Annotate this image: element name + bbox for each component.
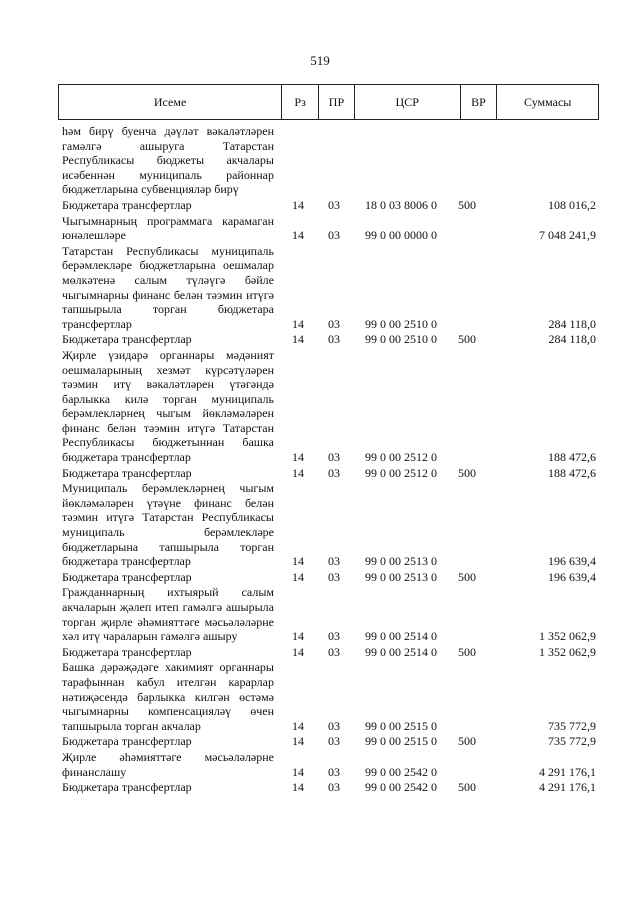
row-sum: 735 772,9 [548, 734, 596, 749]
row-pr: 03 [328, 332, 340, 347]
row-pr: 03 [328, 450, 340, 465]
row-sum: 188 472,6 [548, 465, 596, 480]
table-row [62, 570, 596, 585]
row-rz: 14 [292, 450, 304, 465]
row-name: Бюджетара трансфертлар [62, 569, 192, 584]
row-vr: 500 [458, 569, 476, 584]
row-vr: 500 [458, 332, 476, 347]
row-name: Җирле әһәмияттәге мәсьәләләрне финанслашу [62, 749, 274, 779]
row-pr: 03 [328, 718, 340, 733]
row-pr: 03 [328, 764, 340, 779]
row-sum: 188 472,6 [548, 450, 596, 465]
row-pr: 03 [328, 780, 340, 795]
row-vr: 500 [458, 465, 476, 480]
row-rz: 14 [292, 780, 304, 795]
row-pr: 03 [328, 316, 340, 331]
table-row [62, 198, 596, 213]
row-pr: 03 [328, 629, 340, 644]
row-rz: 14 [292, 644, 304, 659]
column-header-pr: ПР [318, 85, 354, 119]
row-csr: 18 0 03 8006 0 [365, 197, 437, 212]
row-vr: 500 [458, 197, 476, 212]
row-pr: 03 [328, 734, 340, 749]
row-pr: 03 [328, 197, 340, 212]
table-row [62, 585, 596, 643]
table-row [62, 481, 596, 569]
row-csr: 99 0 00 2515 0 [365, 734, 437, 749]
row-vr: 500 [458, 644, 476, 659]
table-row [62, 734, 596, 749]
column-header-vr: ВР [460, 85, 497, 119]
column-header-sum: Суммасы [496, 85, 598, 119]
row-name: Чыгымнарның программага карамаган юнәлешләре [62, 213, 274, 243]
row-name: Бюджетара трансфертлар [62, 465, 192, 480]
row-name: Башка дәрәҗәдәге хакимият органнары тарафыннан кабул ителгән карарлар нәтиҗәсендә барлыкка килгән өстәмә чыгымнарны компенсацияләү өчен тапшырыла торган акчалар [62, 660, 274, 733]
row-sum: 1 352 062,9 [539, 644, 596, 659]
row-pr: 03 [328, 569, 340, 584]
row-pr: 03 [328, 554, 340, 569]
table-row [62, 645, 596, 660]
column-header-csr: ЦСР [354, 85, 460, 119]
table-row [62, 348, 596, 465]
row-csr: 99 0 00 2515 0 [365, 718, 437, 733]
row-sum: 284 118,0 [548, 332, 596, 347]
row-name: Бюджетара трансфертлар [62, 197, 192, 212]
row-name: Гражданнарның ихтыярый салым акчаларын җәлеп итеп гамәлгә ашырыла торган җирле әһәмияттәге мәсьәләләрне хәл итү чараларын гамәлгә ашыру [62, 585, 274, 644]
budget-table-body [62, 124, 596, 795]
row-rz: 14 [292, 734, 304, 749]
row-rz: 14 [292, 465, 304, 480]
column-header-name: Исеме [153, 94, 187, 109]
row-sum: 284 118,0 [548, 316, 596, 331]
row-sum: 4 291 176,1 [539, 780, 596, 795]
table-row [62, 466, 596, 481]
row-rz: 14 [292, 228, 304, 243]
row-csr: 99 0 00 2510 0 [365, 332, 437, 347]
row-vr: 500 [458, 734, 476, 749]
table-row [62, 244, 596, 332]
column-header-rz: Рз [281, 85, 318, 119]
row-sum: 1 352 062,9 [539, 629, 596, 644]
row-name: Бюджетара трансфертлар [62, 734, 192, 749]
page-number: 519 [310, 53, 330, 68]
row-pr: 03 [328, 465, 340, 480]
row-rz: 14 [292, 332, 304, 347]
row-rz: 14 [292, 569, 304, 584]
row-rz: 14 [292, 316, 304, 331]
row-vr: 500 [458, 780, 476, 795]
row-csr: 99 0 00 2510 0 [365, 316, 437, 331]
row-csr: 99 0 00 0000 0 [365, 228, 437, 243]
table-row [62, 214, 596, 243]
row-pr: 03 [328, 228, 340, 243]
row-name: Бюджетара трансфертлар [62, 332, 192, 347]
row-name: Бюджетара трансфертлар [62, 780, 192, 795]
row-sum: 4 291 176,1 [539, 764, 596, 779]
row-csr: 99 0 00 2542 0 [365, 780, 437, 795]
row-rz: 14 [292, 629, 304, 644]
row-csr: 99 0 00 2513 0 [365, 554, 437, 569]
row-csr: 99 0 00 2542 0 [365, 764, 437, 779]
row-name: һәм бирү буенча дәүләт вәкаләтләрен гамәлгә ашыруга Татарстан Республикасы бюджеты акчалары исәбеннән муниципаль районнар бюджетларына субвенцияләр бирү [62, 124, 274, 197]
row-csr: 99 0 00 2512 0 [365, 465, 437, 480]
row-csr: 99 0 00 2513 0 [365, 569, 437, 584]
row-rz: 14 [292, 197, 304, 212]
table-row [62, 780, 596, 795]
row-csr: 99 0 00 2514 0 [365, 644, 437, 659]
row-csr: 99 0 00 2512 0 [365, 450, 437, 465]
row-rz: 14 [292, 718, 304, 733]
table-row [62, 332, 596, 347]
row-rz: 14 [292, 764, 304, 779]
row-name: Бюджетара трансфертлар [62, 644, 192, 659]
row-pr: 03 [328, 644, 340, 659]
row-name: Татарстан Республикасы муниципаль берәмлекләре бюджетларына оешмалар мөлкәтенә салым түләүгә бәйле чыгымнарны финанс белән тәэмин итүгә тапшырыла торган бюджетара трансфертлар [62, 243, 274, 331]
row-rz: 14 [292, 554, 304, 569]
row-sum: 108 016,2 [548, 197, 596, 212]
table-header [58, 84, 599, 120]
row-name: Муниципаль берәмлекләрнең чыгым йөкләмәләрен үтәүне финанс белән тәэмин итүгә Татарстан Республикасы муниципаль берәмлекләре бюджетларына тапшырыла торган бюджетара трансфертлар [62, 481, 274, 569]
row-sum: 196 639,4 [548, 569, 596, 584]
table-row [62, 660, 596, 733]
row-csr: 99 0 00 2514 0 [365, 629, 437, 644]
row-sum: 196 639,4 [548, 554, 596, 569]
row-name: Җирле үзидарә органнары мәдәният оешмаларының хезмәт күрсәтүләрен тәэмин итү вәкаләтләрен үтәгәндә барлыкка килә торган муниципаль берәмлекләрнең чыгым йөкләмәләрен финанс белән тәэмин итүгә Татарстан Республикасы бюджетыннан башка бюджетара трансфертлар [62, 347, 274, 465]
table-row [62, 124, 596, 197]
row-sum: 7 048 241,9 [539, 228, 596, 243]
row-sum: 735 772,9 [548, 718, 596, 733]
table-row [62, 750, 596, 779]
